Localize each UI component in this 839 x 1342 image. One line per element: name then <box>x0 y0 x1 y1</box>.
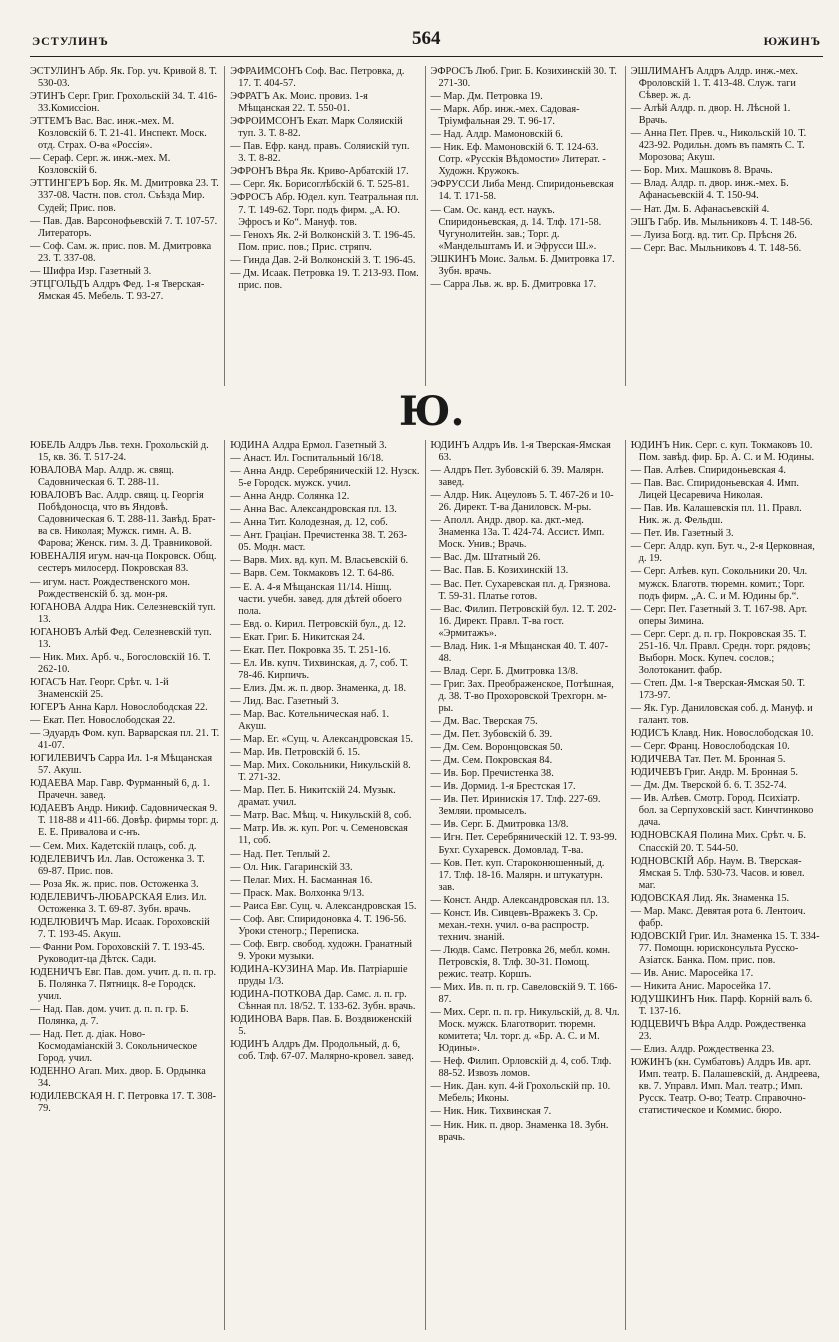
directory-entry: ЮВЕНАЛІЯ игум. нач-ца Покровск. Общ. сестеръ милосерд. Покровская 83. <box>30 551 217 575</box>
directory-entry: — Дм. Дм. Тверской б. 6. Т. 352-74. <box>630 780 787 792</box>
directory-entry: — Соф. Авг. Спиридоновка 4. Т. 196-56. Уроки стеногр.; Переписка. <box>230 913 407 937</box>
directory-entry: — Ив. Дормид. 1-я Брестская 17. <box>430 781 576 793</box>
directory-entry: — Анна Пет. Прев. ч., Никольскій 10. Т. 423-92. Родильн. домъ въ память С. Т. Морозова; Акуш. <box>630 128 807 164</box>
directory-entry: — игум. наст. Рождественского мон. Рождественскій б. зд. мон-ря. <box>30 576 190 600</box>
directory-entry: — Григ. Зах. Преображенское, Потѣшная, д. 38. Т-во Прохоровской Трехгорн. м-ры. <box>430 678 614 714</box>
directory-entry: — Пав. Алѣев. Спиридоньевская 4. <box>630 465 786 477</box>
directory-entry: — Сарра Льв. ж. вр. Б. Дмитровка 17. <box>430 278 597 290</box>
directory-entry: ЮДИНЪ Алдръ Дм. Продольный, д. 6, соб. Тлф. 67-07. Малярно-кровел. завед. <box>230 1039 414 1063</box>
page-header <box>32 28 821 56</box>
directory-entry: ЭШЛИМАНЪ Алдръ Алдр. инж.-мех. Фроловскій 1. Т. 413-48. Служ. таги Сѣвер. ж. д. <box>630 66 799 102</box>
directory-entry: ЮДИНЪ Алдръ Ив. 1-я Тверская-Ямская 63. <box>430 440 611 464</box>
directory-entry: — Серг. Пет. Газетный 3. Т. 167-98. Арт. оперы Зимина. <box>630 603 808 627</box>
directory-entry: ЮДИНОВА Варв. Пав. Б. Воздвиженскій 5. <box>230 1014 412 1038</box>
directory-entry: ЮДИНА Алдра Ермол. Газетный 3. <box>230 440 387 451</box>
directory-entry: — Ол. Ник. Гагаринскій 33. <box>230 861 353 873</box>
directory-entry: — Людв. Самс. Петровка 26, мебл. комн. Петровскія, 8. Тлф. 30-31. Помощ. режис. театр. Коршъ. <box>430 944 611 980</box>
directory-entry: — Екат. Пет. Новослободская 22. <box>30 715 176 727</box>
directory-entry: — Варв. Сем. Токмаковъ 12. Т. 64-86. <box>230 568 395 580</box>
directory-entry: ЭШКИНЪ Моис. Зальм. Б. Дмитровка 17. Зубн. врачь. <box>430 253 615 277</box>
directory-entry: — Сем. Мих. Кадетскій плацъ, соб. д. <box>30 840 197 852</box>
directory-entry: ЮДОВСКАЯ Лид. Як. Знаменка 15. <box>630 892 790 904</box>
directory-entry: ЮДИЧЕВЪ Григ. Андр. М. Бронная 5. <box>630 767 798 779</box>
directory-entry: — Аполл. Андр. двор. ка. дкт.-мед. Знаменка 13а. Т. 424-74. Ассист. Имп. Моск. Унив.; Врачь. <box>430 515 605 551</box>
directory-entry: ЮБЕЛЬ Алдръ Льв. техн. Грохольскій д. 15, кв. 36. Т. 517-24. <box>30 440 209 464</box>
directory-entry: ЮДИСЪ Клавд. Ник. Новослободская 10. <box>630 728 814 740</box>
directory-entry: — Елиз. Алдр. Рождественка 23. <box>630 1044 775 1056</box>
directory-entry: ЭФРУССИ Либа Менд. Спиридоньевская 14. Т. 171-58. <box>430 179 614 203</box>
directory-entry: — Пав. Дав. Варсонофьевскій 7. Т. 107-57. Литераторъ. <box>30 215 218 239</box>
directory-entry: — Праск. Мак. Волхонка 9/13. <box>230 887 365 899</box>
directory-entry: — Марк. Абр. инж.-мех. Садовая-Тріумфальная 29. Т. 96-17. <box>430 104 580 128</box>
directory-entry: — Ив. Серг. Б. Дмитровка 13/8. <box>430 819 569 831</box>
directory-entry: — Серг. Алѣев. куп. Сокольники 20. Чл. мужск. Благотв. тюремн. комит.; Торг. подъ фирм. „А. С. и М. Юдины бр.“. <box>630 566 808 602</box>
header-rule <box>30 56 823 57</box>
directory-entry: ЮГАСЪ Нат. Георг. Срѣт. ч. 1-й Знаменскій 25. <box>30 676 169 700</box>
directory-entry: — Елиз. Дм. ж. п. двор. Знаменка, д. 18. <box>230 682 407 694</box>
directory-entry: — Анаст. Ил. Госпитальный 16/18. <box>230 453 384 465</box>
bottom-column-2 <box>224 440 424 1330</box>
directory-entry: — Ник. Дан. куп. 4-й Грохольскій пр. 10. Мебель; Иконы. <box>430 1081 611 1105</box>
directory-entry: — Эдуардъ Фом. куп. Варварская пл. 21. Т. 41-07. <box>30 728 220 752</box>
directory-entry: — Влад. Алдр. п. двор. инж.-мех. Б. Афанасьевскій 4. Т. 150-94. <box>630 178 789 202</box>
directory-entry: — Дм. Сем. Воронцовская 50. <box>430 742 563 754</box>
directory-entry: — Пав. Ив. Калашевскія пл. 11. Правл. Ник. ж. д. Фельдш. <box>630 503 802 527</box>
bottom-column-3 <box>425 440 625 1330</box>
directory-entry: — Анна Вас. Александровская пл. 13. <box>230 504 397 516</box>
bottom-column-4 <box>625 440 825 1330</box>
directory-entry: ЮДИНЪ Ник. Серг. с. куп. Токмаковъ 10. Пом. завѣд. фир. Бр. А. С. и М. Юдины. <box>630 440 815 464</box>
directory-entry: ЮДИЧЕВА Тат. Пет. М. Бронная 5. <box>630 754 786 766</box>
directory-entry: ЭТИНЪ Серг. Григ. Грохольскій 34. Т. 416-33.Комиссіон. <box>30 91 218 115</box>
directory-entry: — Мих. Серг. п. п. гр. Никульскій, д. 8. Чл. Моск. мужск. Благотворит. тюремн. комитета; Чл. торг. д. «Бр. А. С. и М. Юдины». <box>430 1007 620 1055</box>
page-number: 564 <box>412 28 441 49</box>
directory-entry: — Мар. Дм. Петровка 19. <box>430 91 543 103</box>
directory-entry: ЮДИЛЕВСКАЯ Н. Г. Петровка 17. Т. 308-79. <box>30 1091 217 1115</box>
directory-entry: ЭФРАТЪ Ак. Моис. провиз. 1-я Мѣщанская 22. Т. 550-01. <box>230 91 368 115</box>
directory-entry: — Серг. Як. Борисоглѣбскій 6. Т. 525-81. <box>230 179 410 191</box>
directory-entry: — Мих. Ив. п. п. гр. Савеловскій 9. Т. 166-87. <box>430 982 618 1006</box>
directory-entry: ЭШЪ Габр. Ив. Мыльниковъ 4. Т. 148-56. <box>630 216 813 228</box>
directory-entry: — Ник. Мих. Арб. ч., Богословскій 16. Т. 262-10. <box>30 651 211 675</box>
directory-entry: — Ив. Бор. Пречистенка 38. <box>430 768 554 780</box>
directory-entry: ЮВАЛОВА Мар. Алдр. ж. свящ. Садовническая 6. Т. 288-11. <box>30 465 174 489</box>
directory-entry: — Степ. Дм. 1-я Тверская-Ямская 50. Т. 173-97. <box>630 677 806 701</box>
directory-entry: — Мар. Ив. Петровскій б. 15. <box>230 747 361 759</box>
directory-entry: — Алѣй Алдр. п. двор. Н. Лѣсной 1. Врачь. <box>630 103 791 127</box>
directory-entry: — Ел. Ив. купч. Тихвинская, д. 7, соб. Т. 78-46. Кирпичъ. <box>230 657 409 681</box>
directory-entry: — Як. Гур. Даниловская соб. д. Мануф. и галант. тов. <box>630 702 813 727</box>
directory-entry: — Мар. Мих. Сокольники, Никульскій 8. Т. 271-32. <box>230 760 411 784</box>
directory-entry: — Пелаг. Мих. Н. Басманная 16. <box>230 874 373 886</box>
directory-entry: ЮДЕНИЧЪ Евг. Пав. дом. учит. д. п. п. гр. Б. Полянка 7. Пятницк. 8-е Городск. учил. <box>30 966 217 1003</box>
directory-entry: — Ив. Алѣев. Смотр. Город. Психіатр. бол. за Серпуховскій заст. Кинчтинково дача. <box>630 793 814 829</box>
directory-entry: — Луиза Богд. вд. тит. Ср. Прѣсня 26. <box>630 229 797 241</box>
directory-entry: — Серг. Вас. Мыльниковъ 4. Т. 148-56. <box>630 242 802 254</box>
directory-entry: — Ив. Анис. Маросейка 17. <box>630 967 754 979</box>
directory-entry: — Вас. Пав. Б. Козихинскій 13. <box>430 565 569 577</box>
directory-entry: — Раиса Евг. Сущ. ч. Александровская 15. <box>230 900 417 912</box>
directory-entry: ЮДНОВСКАЯ Полина Мих. Срѣт. ч. Б. Спасскій 20. Т. 544-50. <box>630 830 806 854</box>
directory-entry: — Гинда Дав. 2-й Волконскій 3. Т. 196-45. <box>230 254 416 266</box>
directory-entry: ЮДАЕВЪ Андр. Никиф. Садовническая 9. Т. 118-88 и 411-66. Довѣр. фирмы торг. д. Е. Е. Привалова и с-нъ. <box>30 803 219 839</box>
directory-entry: — Матр. Ив. ж. куп. Рог. ч. Семеновская 11, соб. <box>230 823 408 847</box>
directory-entry: — Соф. Сам. ж. прис. пов. М. Дмитровка 23. Т. 337-08. <box>30 240 212 264</box>
directory-entry: — Ив. Пет. Иринискія 17. Тлф. 227-69. Земляи. промыселъ. <box>430 794 601 818</box>
directory-entry: ЭТЦГОЛЬДЪ Алдръ Фед. 1-я Тверская-Ямская 45. Мебель. Т. 93-27. <box>30 278 205 302</box>
top-directory-section <box>30 66 825 386</box>
directory-entry: — Соф. Евгр. свобод. художн. Гранатный 9. Уроки музыки. <box>230 938 413 962</box>
section-letter: Ю. <box>399 388 465 435</box>
directory-entry: ЮДАЕВА Мар. Гавр. Фурманный 6, д. 1. Прачечн. завед. <box>30 778 210 802</box>
directory-entry: — Екат. Пет. Покровка 35. Т. 251-16. <box>230 644 391 656</box>
directory-entry: ЮГАНОВА Алдра Ник. Селезневскій туп. 13. <box>30 601 216 625</box>
directory-entry: — Конст. Ив. Сивцевъ-Вражекъ 3. Ср. механ.-техн. учил. о-ва распростр. технич. знаній. <box>430 907 598 943</box>
running-head-left: ЭСТУЛИНЪ <box>32 34 109 48</box>
directory-entry: ЮДЕЛЕВИЧЪ-ЛЮБАРСКАЯ Елиз. Ил. Остоженка 3. Т. 69-87. Зубн. врачь. <box>30 891 207 915</box>
directory-entry: ЮВАЛОВЪ Вас. Алдр. свящ. ц. Георгія Побѣдоносца, что въ Яндовѣ. Садовническая 6. Т. 288-11. Завѣд. Брат-ва св. Николая; Мужск. гимн. А. В. Фарова; Женск. гим. 3. Д. Травниковой. <box>30 490 216 550</box>
directory-entry: — Над. Алдр. Мамоновскій 6. <box>430 129 563 141</box>
directory-entry: — Евд. о. Кирил. Петровскій бул., д. 12. <box>230 618 406 630</box>
directory-entry: — Анна Андр. Солянка 12. <box>230 491 350 503</box>
directory-entry: — Е. А. 4-я Мѣщанская 11/14. Нішц. части. учебн. завед. для дѣтей обоего пола. <box>230 581 402 617</box>
directory-entry: ЮЖИНЪ (кн. Сумбатовъ) Алдръ Ив. арт. Имп. театр. Б. Палашевскій, д. Андреева, кв. 7. Управл. Имп. Мал. театр.; Имп. Русск. Театр. О-во; Театр. Справочно-статистическое и Коммис. бюро. <box>630 1057 820 1117</box>
directory-entry: ЭСТУЛИНЪ Абр. Як. Гор. уч. Кривой 8. Т. 530-03. <box>30 66 217 90</box>
directory-entry: ЮДОВСКІЙ Григ. Ил. Знаменка 15. Т. 334-77. Помощн. юрисконсульта Русско-Азіатск. Банка. Пом. прис. пов. <box>630 930 820 966</box>
directory-entry: — Пет. Ив. Газетный 3. <box>630 528 734 540</box>
directory-entry: — Ков. Пет. куп. Староконюшенный, д. 17. Тлф. 18-16. Малярн. и штукатурн. зав. <box>430 857 605 893</box>
directory-entry: — Игн. Пет. Серебряническій 12. Т. 93-99. Бухг. Сухаревск. Домовлад. Т-ва. <box>430 832 617 856</box>
directory-entry: — Вас. Дм. Штатный 26. <box>430 552 541 564</box>
directory-entry: ЭФРОСЪ Абр. Юдел. куп. Театральная пл. 7. Т. 149-62. Торг. подъ фирм. „А. Ю. Эфросъ и Ко“. Мануф. тов. <box>230 192 419 228</box>
directory-entry: ЮГИЛЕВИЧЪ Сарра Ил. 1-я Мѣщанская 57. Акуш. <box>30 753 213 777</box>
directory-entry: — Варв. Мих. вд. куп. М. Власьевскій 6. <box>230 555 409 567</box>
directory-entry: — Над. Пав. дом. учит. д. п. п. гр. Б. Полянка, д. 7. <box>30 1004 189 1028</box>
directory-entry: ЮДНОВСКІЙ Абр. Наум. В. Тверская-Ямская 5. Тлф. 530-73. Часов. и ювел. маг. <box>630 855 805 891</box>
directory-entry: — Мар. Пет. Б. Никитскій 24. Музык. драмат. учил. <box>230 785 396 809</box>
directory-entry: — Ник. Ник. Тихвинская 7. <box>430 1106 552 1118</box>
directory-entry: ЭФРОСЪ Люб. Григ. Б. Козихинскій 30. Т. 271-30. <box>430 66 617 90</box>
directory-entry: — Дм. Вас. Тверская 75. <box>430 716 538 728</box>
directory-entry: — Влад. Серг. Б. Дмитровка 13/8. <box>430 665 579 677</box>
directory-entry: — Алдръ Пет. Зубовскій 6. 39. Малярн. завед. <box>430 465 604 489</box>
directory-entry: ЭФРОНЪ Вѣра Як. Криво-Арбатскій 17. <box>230 166 409 178</box>
directory-entry: ЮДИНА-КУЗИНА Мар. Ив. Патріаршіе пруды 1/3. <box>230 963 408 987</box>
directory-entry: — Мар. Макс. Девятая рота 6. Лентоич. фабр. <box>630 905 806 929</box>
directory-entry: — Вас. Пет. Сухаревская пл. д. Грязнова. Т. 59-31. Платье готов. <box>430 578 611 602</box>
directory-entry: ЮГАНОВЪ Алѣй Фед. Селезневскій туп. 13. <box>30 626 212 650</box>
directory-entry: — Геноxъ Як. 2-й Волконскій 3. Т. 196-45. Пом. прис. пов.; Прис. стряпч. <box>230 229 416 253</box>
directory-entry: — Алдр. Ник. Ацеуловъ 5. Т. 467-26 и 10-26. Директ. Т-ва Даниловск. М-ры. <box>430 490 614 514</box>
directory-entry: — Фанни Ром. Гороховскій 7. Т. 193-45. Руководит-ца Дѣтск. Сади. <box>30 941 205 965</box>
directory-entry: — Конст. Андр. Александровская пл. 13. <box>430 894 610 906</box>
directory-entry: ЮДЦЕВИЧЪ Вѣра Алдр. Рождественка 23. <box>630 1019 806 1043</box>
directory-entry: — Ант. Граціан. Пречистенка 38. Т. 263-05. Модн. маст. <box>230 530 408 554</box>
top-column-1 <box>30 66 224 386</box>
directory-entry: — Мар. Ег. «Сущ. ч. Александровская 15. <box>230 734 414 746</box>
directory-entry: — Ник. Еф. Мамоновскій 6. Т. 124-63. Сотр. «Русскія Вѣдомости» Литерат. - Художн. Кружокъ. <box>430 142 606 178</box>
directory-entry: ЮДУШКИНЪ Ник. Парф. Корній валъ 6. Т. 137-16. <box>630 994 813 1018</box>
directory-entry: — Дм. Исаак. Петровка 19. Т. 213-93. Пом. прис. пов. <box>230 267 419 291</box>
top-column-2 <box>224 66 424 386</box>
directory-entry: — Бор. Мих. Машковъ 8. Врачь. <box>630 165 773 177</box>
directory-entry: — Сераф. Серг. ж. инж.-мех. М. Козловскій 6. <box>30 153 171 177</box>
directory-entry: — Роза Як. ж. прис. пов. Остоженка 3. <box>30 878 199 890</box>
directory-entry: ЮДИНА-ПОТКОВА Дар. Самс. л. п. гр. Сѣнная пл. 18/52. Т. 133-62. Зубн. врачь. <box>230 989 416 1013</box>
directory-entry: — Над. Пет. Теплый 2. <box>230 848 331 860</box>
directory-entry: — Анна Тит. Колодезная, д. 12, соб. <box>230 517 388 529</box>
directory-entry: — Сам. Ос. канд. ест. наукъ. Спиридоньевская, д. 14. Тлф. 171-58. Чугунолитейн. зав.; Торг. д. «Мандельштамъ И. и Эфрусси Ш.». <box>430 204 602 252</box>
directory-entry: — Ник. Ник. п. двор. Знаменка 18. Зубн. врачь. <box>430 1119 609 1143</box>
directory-entry: ЭФРАИМСОНЪ Соф. Вас. Петровка, д. 17. Т. 404-57. <box>230 66 405 90</box>
directory-entry: — Серг. Франц. Новослободская 10. <box>630 741 790 753</box>
directory-entry: — Пав. Вас. Спиридоньевская 4. Имп. Лицей Цесаревича Николая. <box>630 478 799 502</box>
directory-entry: — Екат. Григ. Б. Никитская 24. <box>230 631 365 643</box>
top-column-3 <box>425 66 625 386</box>
directory-entry: — Неф. Филип. Орловскій д. 4, соб. Тлф. 88-52. Извозъ ломов. <box>430 1056 612 1080</box>
directory-entry: ЭТТЕМЪ Вас. Вас. инж.-мех. М. Козловскій 6. Т. 21-41. Инспект. Моск. отд. Страх. О-ва «Россія». <box>30 116 207 152</box>
bottom-directory-section <box>30 440 825 1330</box>
directory-entry: — Вас. Филип. Петровскій бул. 12. Т. 202-16. Директ. Правл. Т-ва гост. «Эрмитажъ». <box>430 603 617 639</box>
directory-entry: — Дм. Пет. Зубовскій б. 39. <box>430 729 553 741</box>
directory-entry: ЮДЕННО Агап. Мих. двор. Б. Ордынка 34. <box>30 1066 206 1090</box>
directory-entry: ЮДЕЛЕВИЧЪ Ил. Лав. Остоженка 3. Т. 69-87. Прис. пов. <box>30 853 205 877</box>
directory-entry: ЭФРОИМСОНЪ Екат. Марк Соляискій туп. 3. Т. 8-82. <box>230 116 403 140</box>
directory-entry: — Пав. Ефр. канд. правъ. Соляискій туп. 3. Т. 8-82. <box>230 141 410 165</box>
directory-entry: ЭТТИНГЕРЪ Бор. Як. М. Дмитровка 23. Т. 337-08. Частн. пов. стол. Съѣзда Мир. Судей; Прис. пов. <box>30 178 219 214</box>
directory-entry: — Нат. Дм. Б. Афанасьевскій 4. <box>630 203 770 215</box>
directory-entry: — Никита Анис. Маросейка 17. <box>630 981 771 993</box>
directory-entry: ЮГЕРЪ Анна Карл. Новослободская 22. <box>30 701 208 713</box>
running-head-right: ЮЖИНЪ <box>763 34 821 48</box>
directory-entry: — Матр. Вас. Мѣщ. ч. Никульскій 8, соб. <box>230 810 412 822</box>
directory-entry: ЮДЕЛЮВИЧЪ Мар. Исаак. Гороховскій 7. Т. 193-45. Акуш. <box>30 916 210 940</box>
directory-entry: — Шифра Изр. Газетный 3. <box>30 265 152 277</box>
directory-entry: — Влад. Ник. 1-я Мѣщанская 40. Т. 407-48. <box>430 640 609 664</box>
bottom-column-1 <box>30 440 224 1330</box>
directory-entry: — Над. Пет. д. діак. Ново-Космодаміанскій 3. Сокольническое Город. учил. <box>30 1029 198 1065</box>
directory-entry: — Серг. Серг. д. п. гр. Покровская 35. Т. 251-16. Чл. Правл. Средн. торг. рядовъ; Выборн. Моск. Купеч. сослов.; Золотоканит. фабр. <box>630 628 811 676</box>
top-column-4 <box>625 66 825 386</box>
directory-entry: — Мар. Вас. Котельническая наб. 1. Акуш. <box>230 708 390 733</box>
directory-entry: — Дм. Сем. Покровская 84. <box>430 755 553 767</box>
directory-entry: — Анна Андр. Серебряническій 12. Нузск. 5-е Городск. мужск. учил. <box>230 466 420 490</box>
directory-entry: — Лид. Вас. Газетный 3. <box>230 695 339 707</box>
directory-entry: — Серг. Алдр. куп. Бут. ч., 2-я Церковная, д. 19. <box>630 541 815 565</box>
